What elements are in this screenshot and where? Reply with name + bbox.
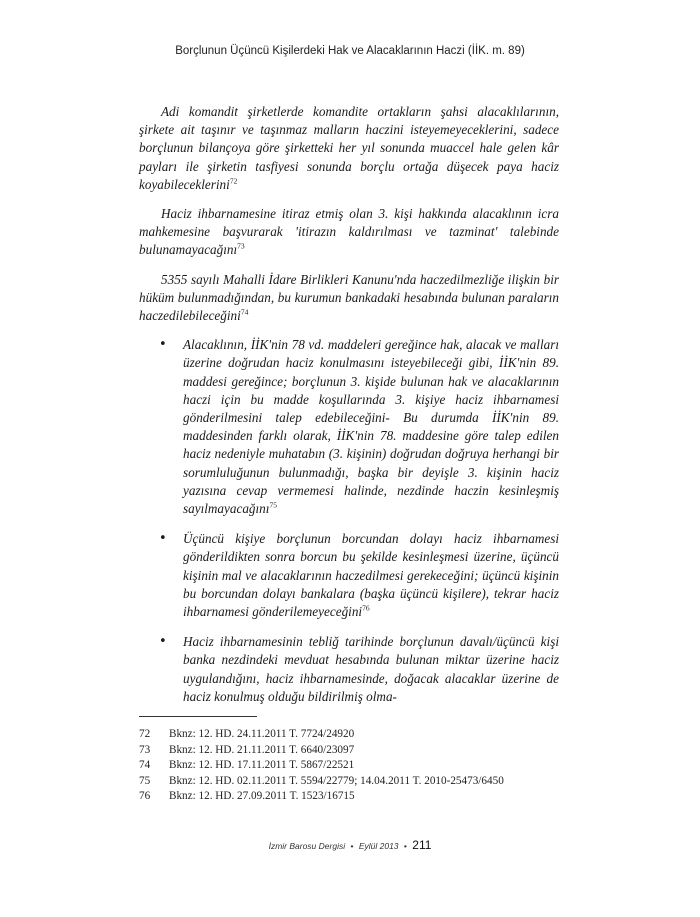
footnote-divider <box>139 716 257 717</box>
journal-name: İzmir Barosu Dergisi <box>268 841 346 851</box>
page-number: 211 <box>412 838 432 852</box>
paragraph <box>139 103 559 194</box>
bullet-text <box>183 336 559 518</box>
footnote-number: 75 <box>139 774 151 787</box>
paragraph-text: 5355 sayılı Mahalli İdare Birlikleri Kanunu'nda haczedilmezliğe ilişkin bir hüküm bulunmadığından, bu kurumun bankadaki hesabında bulunan paraların haczedilebileceğini <box>139 271 559 324</box>
footnote-text: Bknz: 12. HD. 27.09.2011 T. 1523/16715 <box>169 790 355 803</box>
footnote-number: 74 <box>139 759 151 772</box>
bullet-text <box>183 530 559 621</box>
footnote <box>139 774 579 790</box>
bullet-body: Haciz ihbarnamesinin tebliğ tarihinde borçlunun davalı/üçüncü kişi banka nezdindeki mevduat hesabında bulunan miktar üzerine haciz uygulandığını, haciz ihbarnamesinde, doğacak alacaklar üzerine de haciz konulmuş olduğu bildirilmiş olma- <box>183 634 559 704</box>
bullet-body: Üçüncü kişiye borçlunun borcundan dolayı haciz ihbarnamesi gönderildikten sonra borcun bu şekilde kesinleşmesi üzerine, üçüncü kişinin mal ve alacaklarının haczedilmesi gerekeceğini; üçüncü kişinin bu borcundan dolayı bankalara (başka üçüncü kişilere), tekrar haciz ihbarnamesi gönderilemeyeceğini <box>183 531 559 620</box>
footnote <box>139 727 579 743</box>
footnote-ref[interactable]: 75 <box>269 500 277 510</box>
paragraph <box>139 271 559 326</box>
footnote-text: Bknz: 12. HD. 24.11.2011 T. 7724/24920 <box>169 728 355 740</box>
issue-date: Eylül 2013 <box>358 841 399 851</box>
footnote <box>139 743 579 759</box>
running-header: Borçlunun Üçüncü Kişilerdeki Hak ve Alacaklarının Haczi (İİK. m. 89) <box>175 45 525 57</box>
bullet-item <box>159 633 559 706</box>
paragraph-text: Haciz ihbarnamesine itiraz etmiş olan 3. kişi hakkında alacaklının icra mahkemesine başvurarak 'itirazın kaldırılması ve tazminat' talebinde bulunamayacağını <box>139 206 559 258</box>
footnote-text: Bknz: 12. HD. 17.11.2011 T. 5867/22521 <box>169 759 355 772</box>
footnote-ref[interactable]: 74 <box>240 307 249 317</box>
paragraph <box>139 205 559 260</box>
footnote-number: 73 <box>139 743 151 756</box>
footer-separator: • <box>350 841 354 851</box>
footnote-ref[interactable]: 72 <box>229 176 238 186</box>
footnotes <box>139 727 579 805</box>
page-footer <box>0 838 700 852</box>
bullet-icon: • <box>159 531 167 547</box>
paragraph-text: Adi komandit şirketlerde komandite ortakların şahsi alacaklılarının, şirkete ait taşınır ve taşınmaz malların haczini isteyemeyeceklerini, sadece borçlunun bilançoya göre şirketteki her yıl sonunda muaccel hale gelen kâr payları ile şirketin tasfiyesi sonunda borçlu ortağa düşecek paya haciz koyabileceklerini <box>139 104 559 192</box>
bullet-text <box>183 633 559 706</box>
footnote-ref[interactable]: 76 <box>362 603 370 613</box>
bullet-icon: • <box>159 634 167 650</box>
footer-separator: • <box>403 841 407 851</box>
bullet-icon: • <box>159 337 167 353</box>
footnote-number: 76 <box>139 790 151 803</box>
bullet-body: Alacaklının, İİK'nin 78 vd. maddeleri gereğince hak, alacak ve malları üzerine doğrudan haciz konulmasını isteyebileceği gibi, İİK'nin 89. maddesi gereğince; borçlunun 3. kişide bulunan hak ve alacaklarının haczi için bu madde koşullarında 3. kişiye haciz ihbarnamesi gönderilmesini talep edebileceğini- Bu durumda İİK'nin 89. maddesinden farklı olarak, İİK'nin 78. maddesine göre talep edilen haciz nedeniyle muhatabın (3. kişinin) doğrudan doğruya herhangi bir sorumluluğunun bulunmadığı, başka bir deyişle 3. kişinin haciz yazısına cevap vermemesi halinde, nezdinde haczin kesinleşmiş sayılmayacağını <box>183 337 559 517</box>
footnote <box>139 758 579 774</box>
footnote <box>139 789 579 805</box>
bullet-item <box>159 530 559 621</box>
footnote-text: Bknz: 12. HD. 21.11.2011 T. 6640/23097 <box>169 743 355 756</box>
bullet-item <box>159 336 559 518</box>
body-text <box>139 103 559 718</box>
footnote-ref[interactable]: 73 <box>237 242 245 252</box>
footnote-number: 72 <box>139 728 151 740</box>
footnote-text: Bknz: 12. HD. 02.11.2011 T. 5594/22779; 14.04.2011 T. 2010-25473/6450 <box>169 774 504 787</box>
